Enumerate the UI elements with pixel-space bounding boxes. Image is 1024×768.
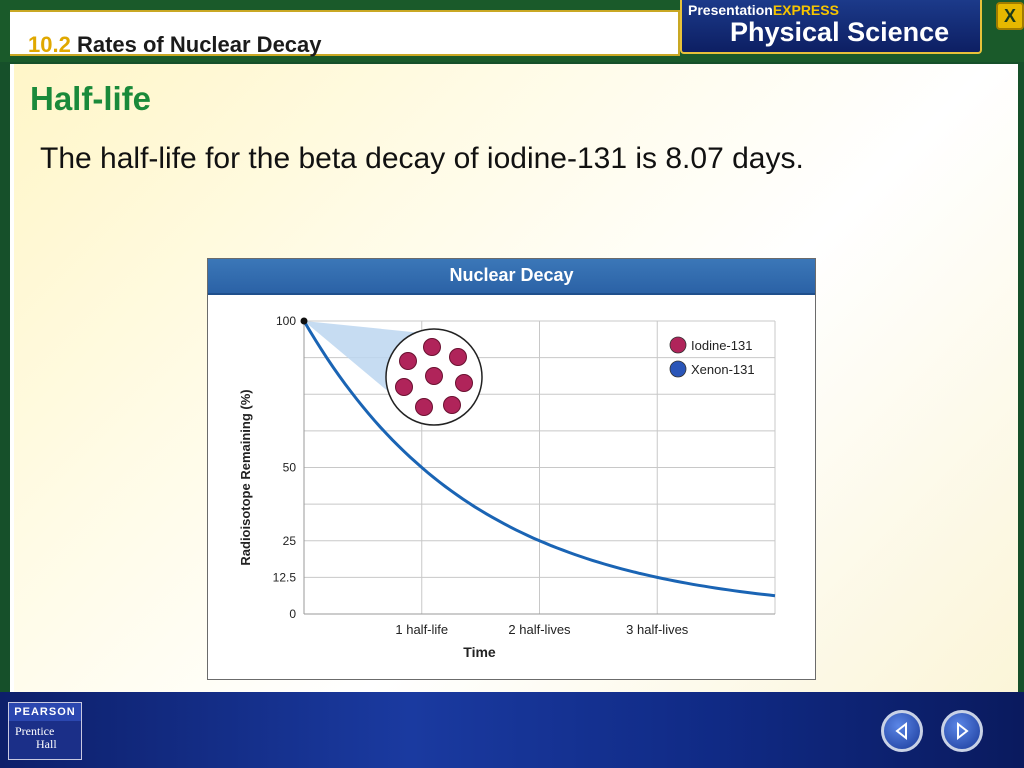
section-title-text: Rates of Nuclear Decay bbox=[76, 32, 322, 57]
section-number: 10.2 bbox=[28, 32, 71, 57]
close-button[interactable]: X bbox=[996, 2, 1024, 30]
x-tick-label: 1 half-life bbox=[395, 622, 449, 637]
publisher-top: PEARSON bbox=[9, 703, 81, 721]
section-title bbox=[28, 32, 322, 58]
next-button[interactable] bbox=[941, 710, 983, 752]
brand-top-word: Presentation bbox=[688, 2, 773, 18]
publisher-name bbox=[15, 725, 57, 751]
x-axis-label: Time bbox=[463, 644, 496, 660]
iodine-atom bbox=[416, 399, 433, 416]
presentation-express-logo bbox=[680, 0, 982, 54]
publisher-line2: Hall bbox=[36, 737, 57, 751]
chart-canvas bbox=[208, 259, 815, 679]
brand-top bbox=[688, 2, 839, 18]
slide-text: The half-life for the beta decay of iodine-131 is 8.07 days. bbox=[40, 142, 804, 175]
y-axis-label: Radioisotope Remaining (%) bbox=[238, 389, 253, 566]
section-bar bbox=[10, 10, 680, 56]
y-tick-label: 100 bbox=[275, 314, 296, 328]
iodine-atom bbox=[396, 379, 413, 396]
iodine-atom bbox=[456, 375, 473, 392]
iodine-atom bbox=[424, 339, 441, 356]
iodine-atom bbox=[426, 368, 443, 385]
y-tick-label: 0 bbox=[289, 607, 296, 621]
arrow-left-icon bbox=[893, 722, 911, 740]
y-tick-label: 50 bbox=[282, 460, 296, 475]
brand-top-express: EXPRESS bbox=[772, 2, 839, 18]
x-tick-label: 2 half-lives bbox=[508, 622, 571, 637]
y-tick-label: 12.5 bbox=[272, 570, 296, 585]
start-point bbox=[301, 318, 308, 325]
legend-label: Xenon-131 bbox=[691, 362, 755, 377]
arrow-right-icon bbox=[953, 722, 971, 740]
legend-label: Iodine-131 bbox=[691, 338, 753, 353]
footer-bar bbox=[0, 692, 1024, 768]
slide-heading: Half-life bbox=[30, 80, 152, 117]
iodine-atom bbox=[444, 397, 461, 414]
previous-button[interactable] bbox=[881, 710, 923, 752]
iodine-atom bbox=[400, 353, 417, 370]
y-tick-label: 25 bbox=[282, 533, 296, 548]
nuclear-decay-chart bbox=[207, 258, 816, 680]
pearson-prentice-hall-logo bbox=[8, 702, 82, 760]
publisher-line1: Prentice bbox=[15, 724, 55, 738]
legend-marker bbox=[670, 361, 686, 377]
legend-marker bbox=[670, 337, 686, 353]
x-tick-label: 3 half-lives bbox=[626, 622, 689, 637]
iodine-atom bbox=[450, 349, 467, 366]
brand-main: Physical Science bbox=[730, 17, 950, 47]
header-bar bbox=[0, 0, 1024, 62]
chart-title: Nuclear Decay bbox=[449, 265, 574, 285]
